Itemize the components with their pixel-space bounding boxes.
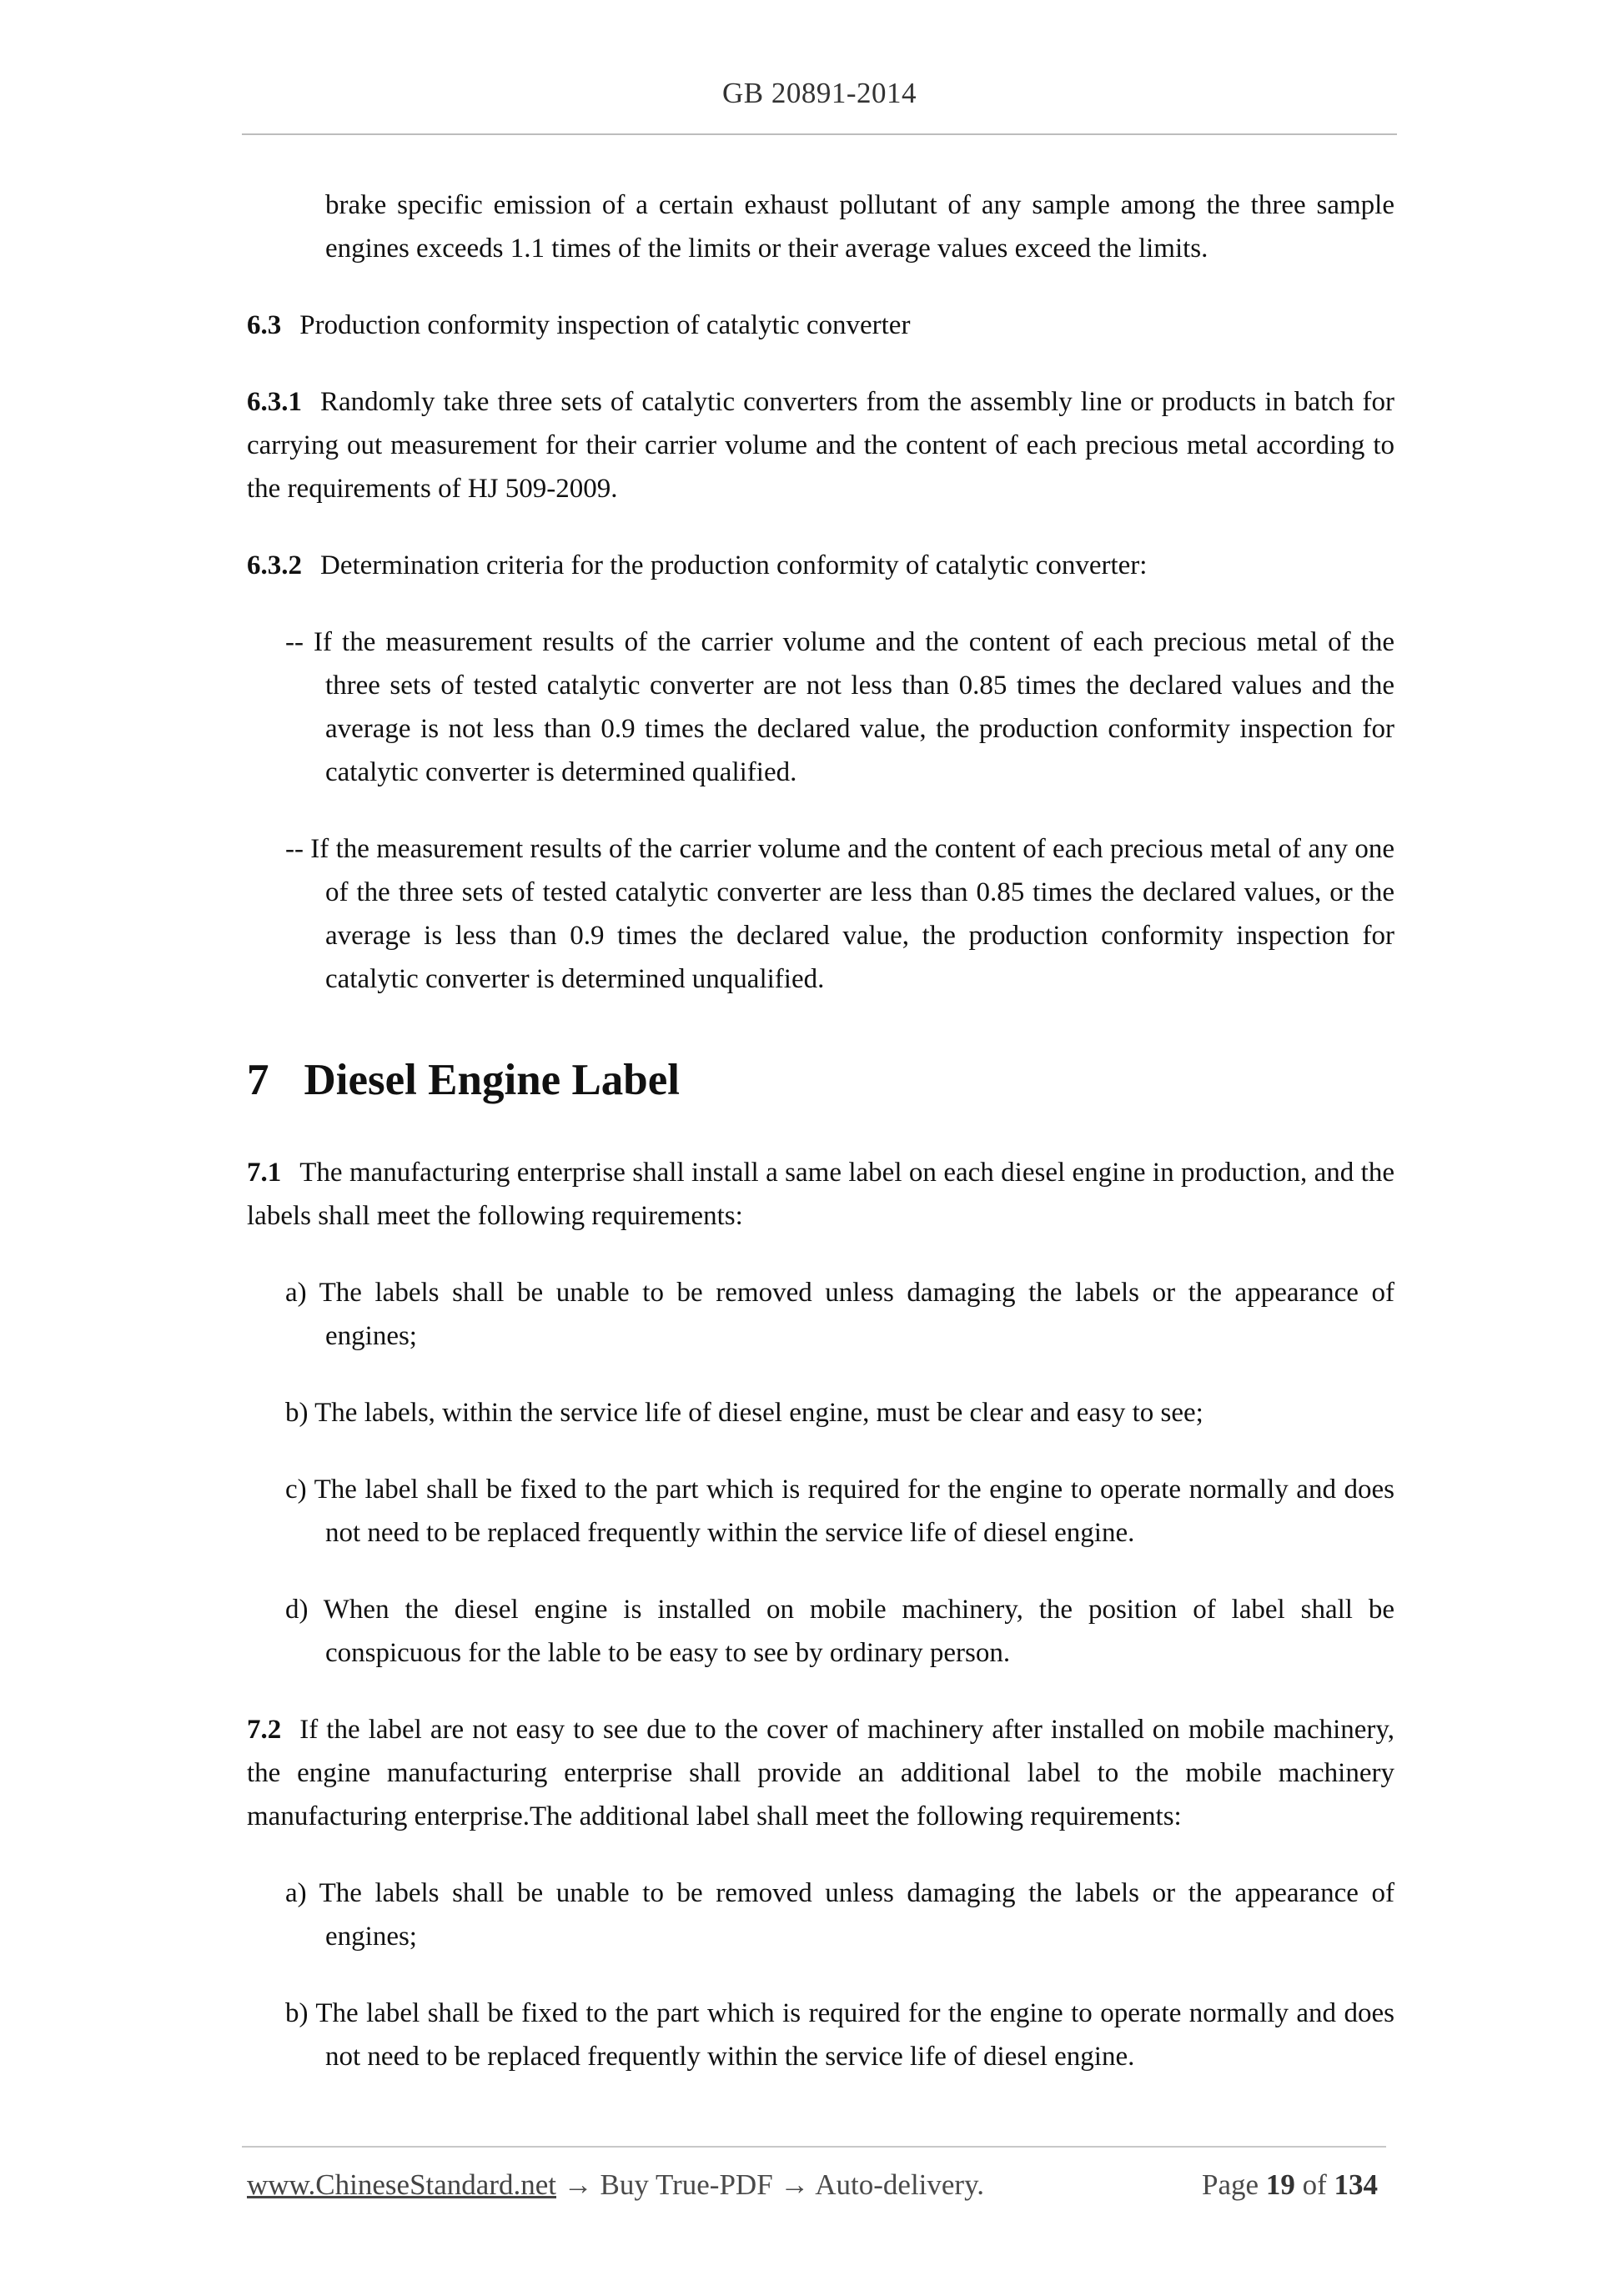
doc-code: GB 20891-2014 (721, 77, 917, 109)
clause-6-3-1 (247, 380, 1394, 510)
criteria-item-unqualified: -- If the measurement results of the carrier volume and the content of each precious metal of any one of the three sets of tested catalytic converter are less than 0.85 times the declared values, or the average is less than 0.9 times the declared value, the production conformity inspection for catalytic converter is determined unqualified. (285, 834, 1394, 994)
total-pages: 134 (1334, 2168, 1378, 2201)
list-item: b) The labels, within the service life of diesel engine, must be clear and easy to see; (285, 1398, 1203, 1428)
section-number: 7 (247, 1056, 269, 1104)
clause-6-3 (247, 304, 1394, 347)
continuation-paragraph: brake specific emission of a certain exhaust pollutant of any sample among the three sample engines exceeds 1.1 times of the limits or their average values exceed the limits. (325, 190, 1394, 264)
page-number: 19 (1265, 2168, 1295, 2201)
list-item: b) The label shall be fixed to the part which is required for the engine to operate normally and does not need to be replaced frequently within the service life of diesel engine. (285, 1998, 1394, 2072)
list-item: a) The labels shall be unable to be removed unless damaging the labels or the appearance of engines; (285, 1278, 1394, 1351)
delivery-text: Auto-delivery. (815, 2168, 985, 2201)
clause-number: 6.3.2 (247, 550, 302, 580)
clause-6-3-2 (247, 544, 1394, 587)
header-divider (242, 133, 1397, 135)
clause-number: 7.1 (247, 1158, 282, 1188)
page-label: Page (1202, 2168, 1259, 2201)
list-item: d) When the diesel engine is installed on mobile machinery, the position of label shall be conspicuous for the lable to be easy to see by ordinary person. (285, 1595, 1394, 1668)
clause-text: The manufacturing enterprise shall install a same label on each diesel engine in production, and the labels shall meet the following requirements: (247, 1158, 1394, 1231)
list-item: c) The label shall be fixed to the part which is required for the engine to operate normally and does not need to be replaced frequently within the service life of diesel engine. (285, 1475, 1394, 1548)
criteria-item-qualified: -- If the measurement results of the carrier volume and the content of each precious metal of the three sets of tested catalytic converter are not less than 0.85 times the declared values and the average is not less than 0.9 times the declared value, the production conformity inspection for catalytic converter is determined qualified. (285, 627, 1394, 787)
list-item: a) The labels shall be unable to be removed unless damaging the labels or the appearance of engines; (285, 1878, 1394, 1952)
clause-text: Randomly take three sets of catalytic converters from the assembly line or products in batch for carrying out measurement for their carrier volume and the content of each precious metal according to the requirements of HJ 509-2009. (247, 387, 1394, 504)
page-counter (1202, 2168, 1378, 2202)
site-link[interactable]: www.ChineseStandard.net (247, 2168, 556, 2201)
clause-text: Production conformity inspection of catalytic converter (299, 310, 911, 340)
clause-7-2 (247, 1708, 1394, 1838)
buy-pdf-text: Buy True-PDF (600, 2168, 773, 2201)
section-title-text: Diesel Engine Label (304, 1056, 681, 1104)
clause-number: 6.3 (247, 310, 282, 340)
clause-text: If the label are not easy to see due to the cover of machinery after installed on mobile machinery, the engine manufacturing enterprise shall provide an additional label to the mobile machinery manufacturing enterprise.The additional label shall meet the following requirements: (247, 1715, 1394, 1831)
of-label: of (1302, 2168, 1327, 2201)
page-header (242, 77, 1397, 110)
clause-number: 6.3.1 (247, 387, 302, 417)
clause-number: 7.2 (247, 1715, 282, 1745)
section-heading (247, 1053, 1394, 1108)
document-body (247, 183, 1394, 2112)
clause-text: Determination criteria for the production conformity of catalytic converter: (320, 550, 1148, 580)
footer-left (247, 2168, 984, 2202)
arrow-right-icon: → (780, 2168, 810, 2201)
footer-divider (242, 2146, 1386, 2148)
clause-7-1 (247, 1151, 1394, 1238)
arrow-right-icon: → (563, 2168, 593, 2201)
